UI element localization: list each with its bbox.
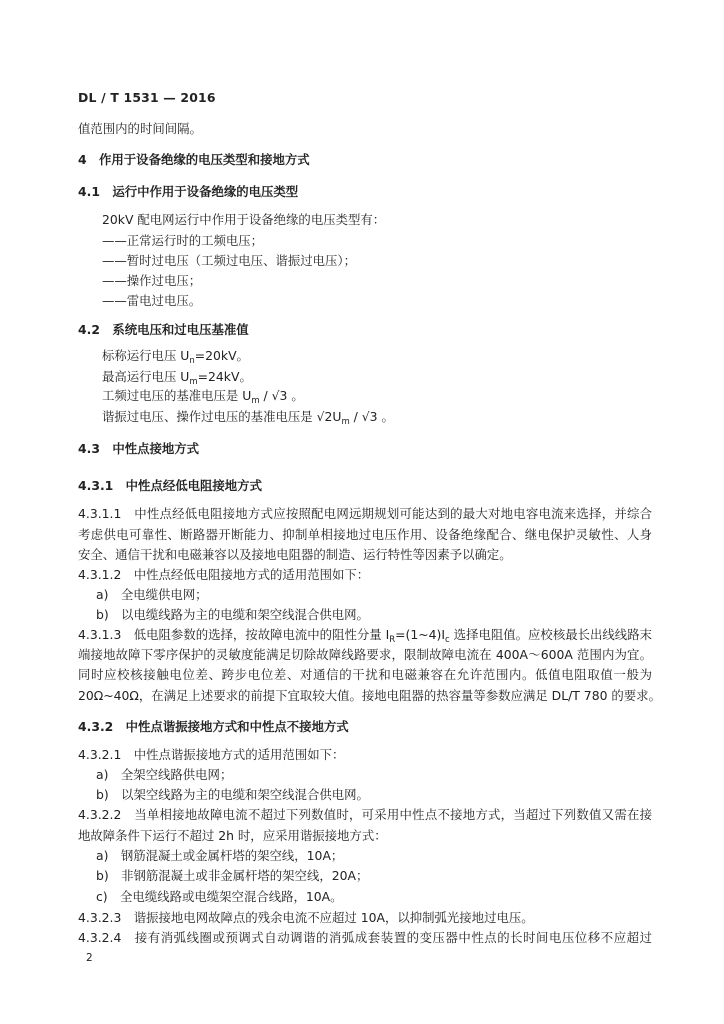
clause-4-3-2-2-line: 地故障条件下运行不超过 2h 时，应采用谐振接地方式：	[78, 828, 387, 843]
list-item: ——操作过电压；	[102, 273, 202, 288]
clause-4-3-1-1-line: 考虑供电可靠性、断路器开断能力、抑制单相接地过电压作用、设备绝缘配合、继电保护灵敏性、人身	[78, 527, 652, 542]
text: / √3 。	[349, 409, 394, 424]
section-4-1-heading: 4.1 运行中作用于设备绝缘的电压类型	[78, 184, 299, 199]
list-item: b) 以架空线路为主的电缆和架空线混合供电网。	[96, 787, 369, 802]
subscript: R	[389, 635, 396, 645]
clause-4-3-1-1-line: 安全、通信干扰和电磁兼容以及接地电阻器的制造、运行特性等因素予以确定。	[78, 547, 512, 562]
power-freq-base-line	[102, 387, 304, 405]
list-item: b) 以电缆线路为主的电缆和架空线混合供电网。	[96, 607, 369, 622]
clause-4-3-2-1: 4.3.2.1 中性点谐振接地方式的适用范围如下：	[78, 747, 345, 762]
list-item: b) 非钢筋混凝土或非金属杆塔的架空线，20A；	[96, 868, 369, 883]
text: =20kV。	[194, 348, 249, 363]
section-4-3-2-heading: 4.3.2 中性点谐振接地方式和中性点不接地方式	[78, 719, 349, 734]
subscript: n	[189, 356, 195, 366]
continued-text: 值范围内的时间间隔。	[78, 121, 202, 136]
list-item: ——暂时过电压（工频过电压、谐振过电压）；	[102, 253, 357, 268]
clause-4-3-1-2: 4.3.1.2 中性点经低电阻接地方式的适用范围如下：	[78, 567, 370, 582]
subscript: c	[445, 635, 450, 645]
text: / √3 。	[259, 388, 304, 403]
section-4-3-1-heading: 4.3.1 中性点经低电阻接地方式	[78, 478, 262, 493]
text: 谐振过电压、操作过电压的基准电压是 √2U	[102, 409, 342, 424]
list-item: a) 全架空线路供电网；	[96, 767, 233, 782]
clause-4-3-1-3-line	[78, 626, 652, 644]
text: 最高运行电压 U	[102, 369, 190, 384]
list-item: c) 全电缆线路或电缆架空混合线路，10A。	[96, 889, 343, 904]
clause-4-3-1-3-line: 20Ω~40Ω，在满足上述要求的前提下宜取较大值。接地电阻器的热容量等参数应满足 DL/T 780 的要求。	[78, 688, 661, 703]
nominal-voltage-line	[102, 347, 249, 365]
text: 标称运行电压 U	[102, 348, 190, 363]
page-number: 2	[86, 952, 93, 964]
section-4-heading: 4 作用于设备绝缘的电压类型和接地方式	[78, 152, 310, 167]
clause-4-3-1-1-line: 4.3.1.1 中性点经低电阻接地方式应按照配电网远期规划可能达到的最大对地电容电流来选择，并综合	[78, 506, 652, 521]
list-item: ——雷电过电压。	[102, 293, 202, 308]
section-4-2-heading: 4.2 系统电压和过电压基准值	[78, 322, 249, 337]
document-header: DL / T 1531 — 2016	[78, 90, 216, 105]
list-item: a) 钢筋混凝土或金属杆塔的架空线，10A；	[96, 848, 344, 863]
resonance-base-line	[102, 408, 394, 426]
clause-4-3-2-2-line: 4.3.2.2 当单相接地故障电流不超过下列数值时，可采用中性点不接地方式，当超过下列数值又需在接	[78, 807, 652, 822]
text: 工频过电压的基准电压是 U	[102, 388, 252, 403]
subscript: m	[251, 396, 260, 406]
clause-4-3-2-4-line: 4.3.2.4 接有消弧线圈或预调式自动调谐的消弧成套装置的变压器中性点的长时间电压位移不应超过	[78, 930, 652, 945]
text: 4.3.1.3 低电阻参数的选择，按故障电流中的阻性分量 I	[78, 627, 390, 642]
text: 选择电阻值。应校核最长出线线路末	[449, 627, 652, 642]
section-4-1-intro: 20kV 配电网运行中作用于设备绝缘的电压类型有：	[102, 212, 386, 227]
clause-4-3-2-3: 4.3.2.3 谐振接地电网故障点的残余电流不应超过 10A，以抑制弧光接地过电压。	[78, 910, 534, 925]
clause-4-3-1-3-line: 同时应校核接触电位差、跨步电位差、对通信的干扰和电磁兼容在允许范围内。低值电阻取值一般为	[78, 667, 652, 682]
text: =24kV。	[197, 369, 252, 384]
max-voltage-line	[102, 368, 252, 386]
subscript: m	[189, 377, 198, 387]
list-item: a) 全电缆供电网；	[96, 587, 208, 602]
text: =(1~4)I	[395, 627, 446, 642]
list-item: ——正常运行时的工频电压；	[102, 233, 264, 248]
clause-4-3-1-3-line: 端接地故障下零序保护的灵敏度能满足切除故障线路要求，限制故障电流在 400A～600A 范围内为宜。	[78, 647, 652, 662]
subscript: m	[341, 417, 350, 427]
section-4-3-heading: 4.3 中性点接地方式	[78, 441, 200, 456]
